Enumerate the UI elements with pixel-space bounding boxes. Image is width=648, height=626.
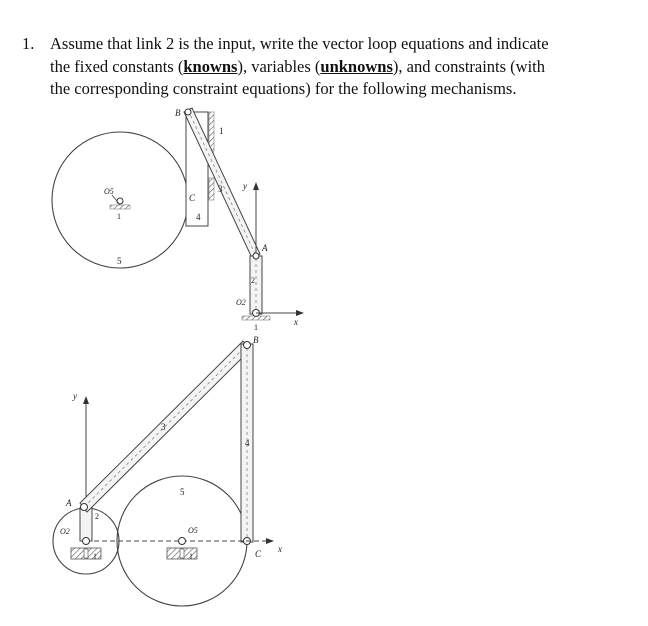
top-label-ground-1: 1 — [219, 126, 224, 136]
top-label-link-5: 5 — [117, 256, 122, 266]
bottom-label-a: A — [66, 498, 72, 508]
bottom-link-2 — [80, 508, 92, 541]
top-label-o5-ground: 1 — [117, 212, 121, 221]
bottom-label-link-2: 2 — [95, 512, 99, 521]
top-label-link-2: 2 — [251, 276, 255, 285]
top-pin-a — [253, 253, 259, 259]
bottom-label-c: C — [255, 549, 262, 559]
top-label-o2: O2 — [236, 298, 246, 307]
bottom-label-o2-ground: 1 — [93, 552, 97, 561]
question-line-3: the corresponding constraint equations) for the following mechanisms. — [50, 79, 517, 98]
top-label-a: A — [262, 243, 268, 253]
bottom-label-x: x — [278, 544, 282, 554]
top-mechanism — [52, 108, 304, 332]
bottom-mechanism — [53, 335, 282, 606]
bottom-label-link-4: 4 — [245, 438, 250, 448]
top-label-link-3: 3 — [218, 184, 223, 194]
knowns-keyword: knowns — [183, 56, 238, 76]
bottom-pin-a — [81, 504, 88, 511]
bottom-pin-b — [244, 342, 251, 349]
top-label-x: x — [294, 317, 298, 327]
top-label-b: B — [175, 108, 181, 118]
bottom-label-o2: O2 — [60, 527, 70, 536]
top-label-o2-ground: 1 — [254, 323, 258, 332]
top-pin-b — [185, 109, 191, 115]
bottom-label-y: y — [73, 391, 77, 401]
top-o2-ground — [242, 316, 270, 320]
unknowns-keyword: unknowns — [320, 56, 393, 76]
bottom-label-b: B — [253, 335, 259, 345]
bottom-o5-pivot — [179, 538, 186, 545]
top-label-link-4: 4 — [196, 212, 201, 222]
top-label-c: C — [189, 193, 196, 203]
top-label-o5: O5 — [104, 187, 114, 196]
top-label-y: y — [243, 181, 247, 191]
bottom-o2-pivot — [83, 538, 90, 545]
question-number: 1. — [22, 34, 35, 53]
top-o5-pivot — [117, 198, 123, 204]
question-line-2: the fixed constants (knowns), variables (unknowns), and constraints (with — [50, 56, 546, 76]
bottom-label-o5-ground: 1 — [189, 552, 193, 561]
question-line-1: Assume that link 2 is the input, write the vector loop equations and indicate — [50, 34, 549, 53]
top-o5-ground — [110, 205, 130, 209]
bottom-label-link-5: 5 — [180, 487, 185, 497]
bottom-label-o5: O5 — [188, 526, 198, 535]
bottom-label-link-3: 3 — [161, 422, 166, 432]
top-link-2 — [250, 256, 262, 314]
